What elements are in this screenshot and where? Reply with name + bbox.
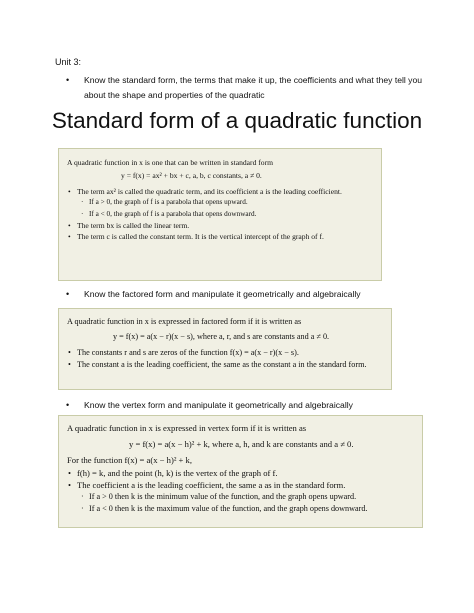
vertex-form-formula: y = f(x) = a(x − h)² + k, where a, h, and k are constants and a ≠ 0. (129, 439, 354, 450)
minimum-value-item: · If a > 0 then k is the minimum value of the function, and the graph opens upward. (67, 491, 414, 503)
vertex-for-line: For the function f(x) = a(x − h)² + k, (67, 455, 192, 466)
vertex-coefficient-item: • The coefficient a is the leading coefficient, the same a as in the standard form. (67, 479, 414, 491)
vertex-form-intro: A quadratic function in x is expressed in vertex form if it is written as (67, 423, 307, 433)
bullet-dot: • (66, 400, 70, 410)
bullet-standard-form (66, 73, 426, 103)
factored-form-formula: y = f(x) = a(x − r)(x − s), where a, r, and s are constants and a ≠ 0. (113, 332, 330, 341)
page-heading: Standard form of a quadratic function (51, 108, 423, 133)
standard-form-intro: A quadratic function in x is one that can be written in standard form (67, 158, 274, 167)
linear-term-item: • The term bx is called the linear term. (67, 220, 373, 231)
opens-downward-item: · If a < 0, the graph of f is a parabola that opens downward. (67, 209, 373, 220)
bullet-text: Know the vertex form and manipulate it geometrically and algebraically (84, 400, 353, 410)
bullet-text: Know the standard form, the terms that make it up, the coefficients and what they tell you about the shape and properties of the quadratic (84, 75, 423, 100)
unit-label: Unit 3: (55, 57, 82, 67)
bullet-dot: • (66, 289, 70, 299)
bullet-dot: • (66, 75, 70, 85)
opens-upward-item: · If a > 0, the graph of f is a parabola that opens upward. (67, 197, 373, 208)
standard-form-formula: y = f(x) = ax² + bx + c, a, b, c constants, a ≠ 0. (121, 171, 262, 181)
leading-coefficient-item: • The constant a is the leading coefficient, the same as the constant a in the standard form. (67, 359, 383, 371)
factored-form-intro: A quadratic function in x is expressed in factored form if it is written as (67, 317, 302, 326)
vertex-item: • f(h) = k, and the point (h, k) is the vertex of the graph of f. (67, 467, 414, 479)
maximum-value-item: · If a < 0 then k is the maximum value of the function, and the graph opens downward. (67, 503, 414, 515)
zeros-item: • The constants r and s are zeros of the function f(x) = a(x − r)(x − s). (67, 347, 383, 359)
bullet-vertex-form (66, 398, 426, 413)
factored-form-box (58, 308, 392, 390)
constant-term-item: • The term c is called the constant term. It is the vertical intercept of the graph of f. (67, 231, 373, 242)
standard-form-box (58, 148, 382, 281)
bullet-factored-form (66, 287, 426, 302)
bullet-text: Know the factored form and manipulate it geometrically and algebraically (84, 289, 361, 299)
quadratic-term-item: • The term ax² is called the quadratic term, and its coefficient a is the leading coefficient. (67, 186, 373, 197)
vertex-form-box (58, 415, 423, 528)
